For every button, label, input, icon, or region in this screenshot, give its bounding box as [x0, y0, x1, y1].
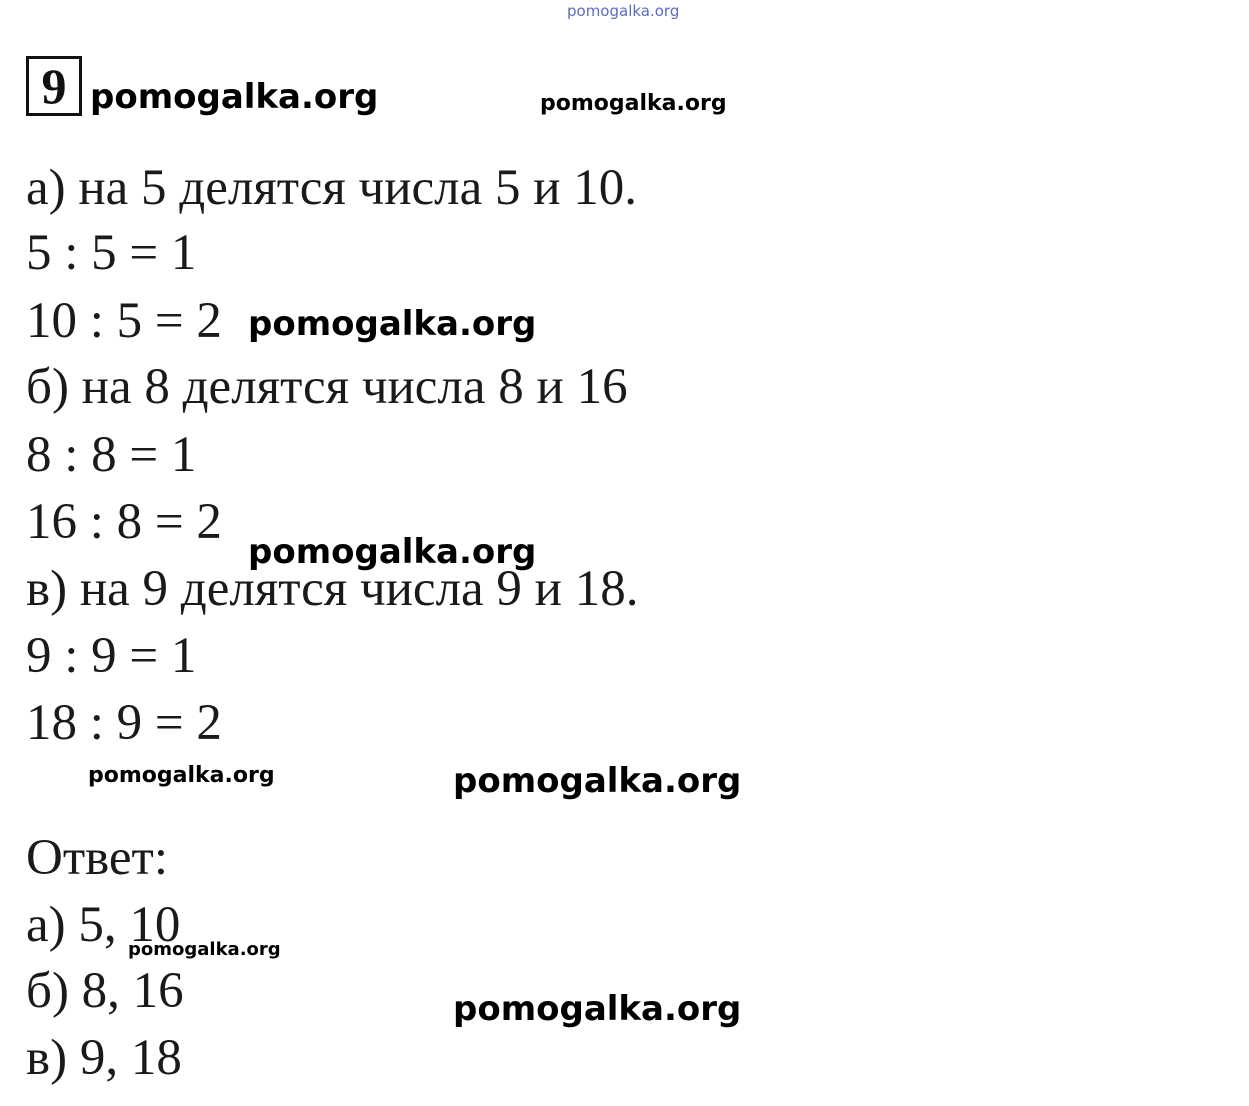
watermark-mid-2: pomogalka.org: [248, 532, 537, 572]
watermark-bottom-right: pomogalka.org: [453, 989, 742, 1029]
watermark-header-right: pomogalka.org: [540, 91, 727, 116]
solution-b-heading: б) на 8 делятся числа 8 и 16: [26, 359, 628, 415]
solution-a-heading: а) на 5 делятся числа 5 и 10.: [26, 160, 638, 216]
solution-c-equation-1: 9 : 9 = 1: [26, 628, 197, 684]
watermark-lower-right: pomogalka.org: [453, 761, 742, 801]
watermark-answer-small: pomogalka.org: [128, 939, 281, 960]
answer-label: Ответ:: [26, 830, 168, 886]
task-number-box: [26, 56, 82, 116]
solution-c-equation-2: 18 : 9 = 2: [26, 695, 222, 751]
answer-c: в) 9, 18: [26, 1030, 182, 1086]
solution-b-equation-2: 16 : 8 = 2: [26, 494, 222, 550]
solution-a-equation-1: 5 : 5 = 1: [26, 225, 197, 281]
solution-c-heading: в) на 9 делятся числа 9 и 18.: [26, 561, 639, 617]
solution-a-equation-2: 10 : 5 = 2: [26, 293, 222, 349]
answer-b: б) 8, 16: [26, 963, 184, 1019]
watermark-lower-left: pomogalka.org: [88, 763, 275, 788]
watermark-header-left: pomogalka.org: [90, 77, 379, 117]
solution-b-equation-1: 8 : 8 = 1: [26, 427, 197, 483]
watermark-top: pomogalka.org: [567, 2, 680, 20]
answer-a: а) 5, 10: [26, 897, 181, 953]
task-number: 9: [41, 58, 67, 114]
watermark-mid-1: pomogalka.org: [248, 304, 537, 344]
